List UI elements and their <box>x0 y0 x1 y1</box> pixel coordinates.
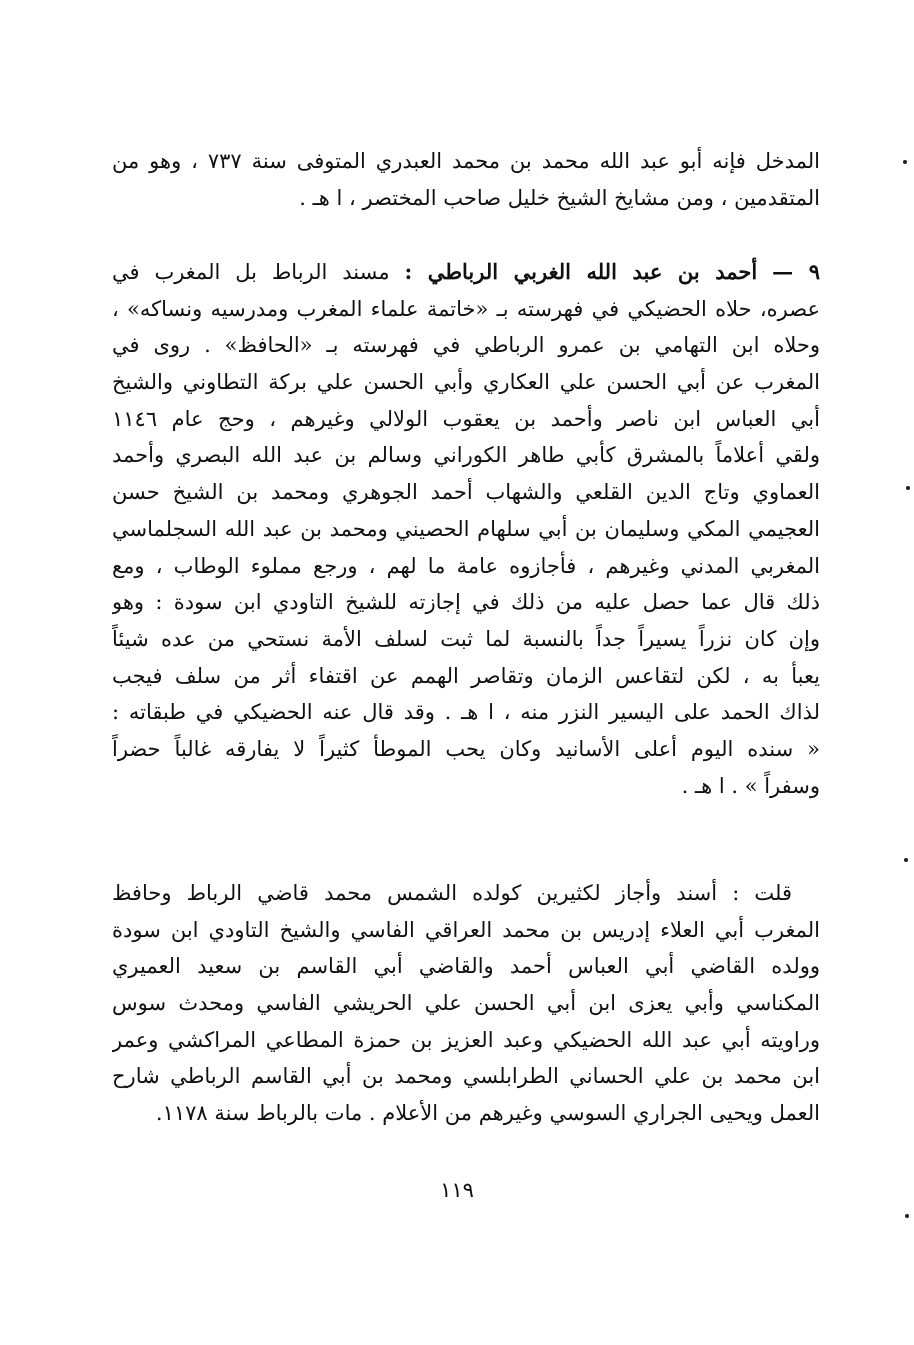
text-line: وسفراً » . ا هـ . <box>681 773 820 798</box>
text-line: أبي العباس ابن ناصر وأحمد بن يعقوب الولالي وغيرهم ، وحج عام ١١٤٦ <box>112 406 820 431</box>
text-line: المكناسي وأبي يعزى ابن أبي الحسن علي الحريشي الفاسي ومحدث سوس <box>112 991 820 1016</box>
entry-intro-text: مسند الرباط بل المغرب في <box>112 260 390 284</box>
scan-speck <box>903 160 907 164</box>
biography-entry-9 <box>112 254 820 804</box>
text-line: لذاك الحمد على اليسير النزر منه ، ا هـ . وقد قال عنه الحضيكي في طبقاته : <box>112 700 820 725</box>
text-line: المتقدمين ، ومن مشايخ الشيخ خليل صاحب المختصر ، ا هـ . <box>299 185 820 210</box>
scan-speck <box>905 1214 909 1218</box>
scan-speck <box>906 486 910 490</box>
entry-heading-line <box>112 254 820 291</box>
text-line: وولده القاضي أبي العباس أحمد والقاضي أبي القاسم بن سعيد العميري <box>112 954 820 979</box>
text-line: المدخل فإنه أبو عبد الله محمد بن محمد العبدري المتوفى سنة ٧٣٧ ، وهو من <box>112 149 820 173</box>
entry-number: ٩ — <box>772 259 820 284</box>
text-line: قلت : أسند وأجاز لكثيرين كولده الشمس محمد قاضي الرباط وحافظ <box>112 881 792 905</box>
text-line: المغرب عن أبي الحسن علي العكاري وأبي الحسن علي بركة التطاوني والشيخ <box>112 370 820 395</box>
entry-name: أحمد بن عبد الله الغربي الرباطي : <box>404 259 758 284</box>
text-line: ذلك قال عما حصل عليه من ذلك في إجازته للشيخ التاودي ابن سودة : وهو <box>112 590 820 615</box>
text-line: ابن محمد بن علي الحساني الطرابلسي ومحمد بن أبي القاسم الرباطي شارح <box>112 1064 820 1089</box>
text-line: المغرب أبي العلاء إدريس بن محمد العراقي الفاسي والشيخ التاودي ابن سودة <box>112 917 820 942</box>
text-line: المغربي المدني وغيرهم ، فأجازوه عامة ما لهم ، ورجع مملوء الوطاب ، ومع <box>112 553 820 578</box>
text-line: ولقي أعلاماً بالمشرق كأبي طاهر الكوراني وسالم بن عبد الله البصري وأحمد <box>112 443 820 468</box>
text-line: وإن كان نزراً يسيراً جداً بالنسبة لما ثبت لسلف الأمة نستحي من عده شيئاً <box>112 626 820 651</box>
text-line: وحلاه ابن التهامي بن عمرو الرباطي في فهرسته بـ «الحافظ» . روى في <box>112 333 820 358</box>
text-line: يعبأ به ، لكن لتقاعس الزمان وتقاصر الهمم عن اقتفاء أثر من سلف فيجب <box>112 663 820 688</box>
scan-speck <box>904 858 908 862</box>
text-line: « سنده اليوم أعلى الأسانيد وكان يحب الموطأ كثيراً لا يفارقه غالباً حضراً <box>112 736 820 761</box>
text-line: العجيمي المكي وسليمان بن أبي سلهام الحصيني ومحمد بن عبد الله السجلماسي <box>112 516 820 541</box>
commentary-paragraph <box>112 875 820 1132</box>
text-line: عصره، حلاه الحضيكي في فهرسته بـ «خاتمة علماء المغرب ومدرسيه ونساكه» ، <box>112 296 820 321</box>
text-line: وراويته أبي عبد الله الحضيكي وعبد العزيز بن حمزة المطاعي المراكشي وعمر <box>112 1027 820 1052</box>
text-line: العماوي وتاج الدين القلعي والشهاب أحمد الجوهري ومحمد بن الشيخ حسن <box>112 480 820 505</box>
page-number: ١١٩ <box>440 1178 474 1202</box>
text-line: العمل ويحيى الجراري السوسي وغيرهم من الأعلام . مات بالرباط سنة ١١٧٨. <box>155 1101 820 1126</box>
paragraph-continuation <box>112 143 820 216</box>
